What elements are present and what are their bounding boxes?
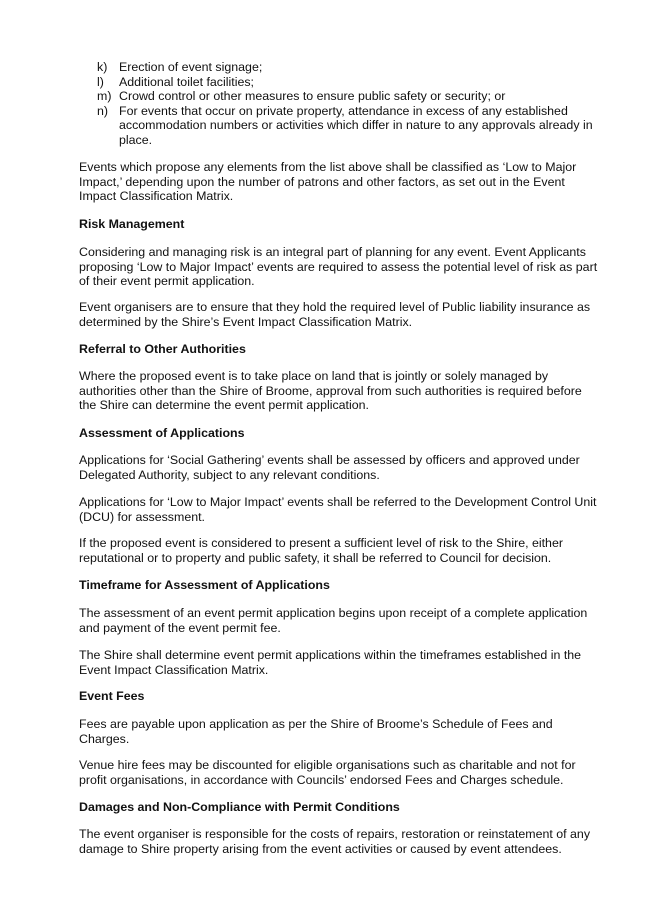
conditions-list [97,60,597,148]
risk-paragraph-2: Event organisers are to ensure that they hold the required level of Public liability insurance as determined by the Shire’s Event Impact Classification Matrix. [79,300,591,329]
assessment-paragraph-1: Applications for ‘Social Gathering’ events shall be assessed by officers and approved under Delegated Authority, subject to any relevant conditions. [79,453,580,482]
list-item-text: Crowd control or other measures to ensure public safety or security; or [119,89,506,104]
list-marker: k) [97,60,108,74]
list-marker: l) [97,74,104,89]
list-item-text: Erection of event signage; [119,60,263,74]
intro-paragraph: Events which propose any elements from the list above shall be classified as ‘Low to Major Impact,’ depending upon the number of patrons and other factors, as set out in the Event Impact Classification Matrix. [79,160,577,204]
timeframe-heading: Timeframe for Assessment of Applications [79,578,330,592]
damages-heading: Damages and Non-Compliance with Permit Conditions [79,800,400,814]
list-item [97,89,597,104]
damages-paragraph: The event organiser is responsible for the costs of repairs, restoration or reinstatement of any damage to Shire property arising from the event activities or caused by event attendees. [79,827,591,856]
event-fees-heading: Event Fees [79,689,145,703]
assessment-paragraph-2: Applications for ‘Low to Major Impact’ events shall be referred to the Development Control Unit (DCU) for assessment. [79,495,597,524]
list-marker: m) [97,89,112,104]
referral-paragraph: Where the proposed event is to take place on land that is jointly or solely managed by authorities other than the Shire of Broome, approval from such authorities is required before the Shire can determine the event permit application. [79,369,582,413]
list-item [97,60,597,75]
timeframe-paragraph-1: The assessment of an event permit application begins upon receipt of a complete application and payment of the event permit fee. [79,606,588,635]
fees-paragraph-2: Venue hire fees may be discounted for eligible organisations such as charitable and not for profit organisations, in accordance with Councils’ endorsed Fees and Charges schedule. [79,758,576,787]
timeframe-paragraph-2: The Shire shall determine event permit applications within the timeframes established in the Event Impact Classification Matrix. [79,648,582,677]
risk-management-heading: Risk Management [79,217,185,231]
list-item [97,75,597,90]
list-marker: n) [97,103,109,118]
referral-heading: Referral to Other Authorities [79,342,246,356]
list-item [97,104,597,148]
assessment-paragraph-3: If the proposed event is considered to present a sufficient level of risk to the Shire, either reputational or to property and public safety, it shall be referred to Council for decision. [79,536,563,565]
fees-paragraph-1: Fees are payable upon application as per the Shire of Broome’s Schedule of Fees and Charges. [79,717,553,746]
risk-paragraph-1: Considering and managing risk is an integral part of planning for any event. Event Applicants proposing ‘Low to Major Impact’ events are required to assess the potential level of risk as part of their event permit application. [79,245,598,289]
list-item-text: Additional toilet facilities; [119,74,254,89]
list-item-text: For events that occur on private property, attendance in excess of any established accommodation numbers or activities which differ in nature to any approvals already in place. [119,103,593,147]
assessment-heading: Assessment of Applications [79,426,245,440]
